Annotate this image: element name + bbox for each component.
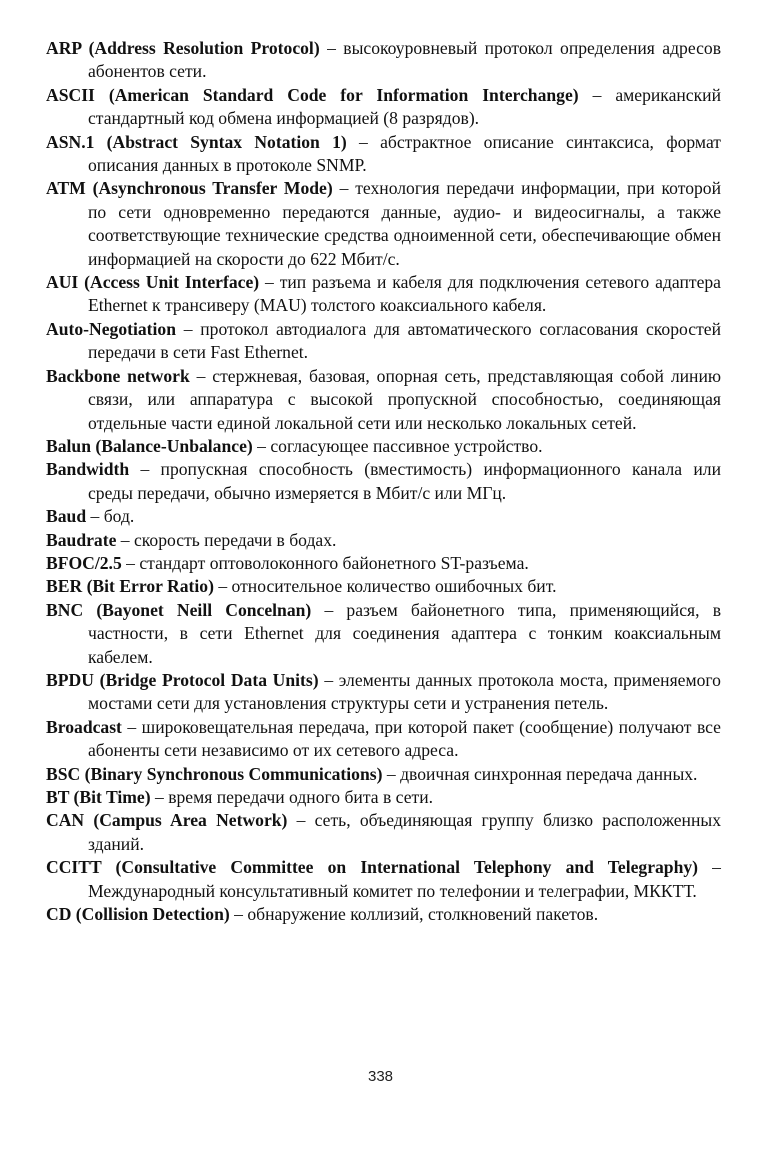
glossary-term: BPDU (Bridge Protocol Data Units)	[46, 669, 319, 690]
glossary-term: Auto-Negotiation	[46, 318, 176, 339]
glossary-definition: – бод.	[86, 506, 135, 527]
glossary-definition: – сеть, объединяющая группу близко расположенных зданий.	[88, 810, 721, 854]
glossary-entry	[46, 505, 721, 528]
glossary-entry	[46, 669, 721, 716]
glossary-definition: – разъем байонетного типа, применяющийся, в частности, в сети Ethernet для соединения адаптера с тонким коаксиальным кабелем.	[88, 599, 722, 667]
glossary-entry	[46, 318, 721, 365]
glossary-entry	[46, 856, 721, 903]
glossary-term: Baud	[46, 506, 87, 527]
glossary-definition: – пропускная способность (вместимость) информационного канала или среды передачи, обычно измеряется в Мбит/с или МГц.	[88, 459, 721, 503]
glossary-term: ASN.1 (Abstract Syntax Notation 1)	[46, 131, 347, 152]
glossary-page	[46, 37, 721, 926]
glossary-term: BER (Bit Error Ratio)	[46, 576, 214, 597]
glossary-entry	[46, 529, 721, 552]
glossary-definition: – относительное количество ошибочных бит.	[213, 576, 557, 597]
glossary-term: BT (Bit Time)	[46, 787, 151, 807]
glossary-definition: – протокол автодиалога для автоматического согласования скоростей передачи в сети Fast Ethernet.	[88, 318, 721, 363]
glossary-definition: – элементы данных протокола моста, применяемого мостами сети для установления структуры сети и устранения петель.	[88, 669, 721, 714]
glossary-term: Broadcast	[46, 716, 122, 737]
glossary-entry	[46, 131, 721, 178]
glossary-entry	[46, 599, 721, 669]
glossary-entry	[46, 177, 721, 271]
glossary-term: CCITT (Consultative Committee on International Telephony and Telegraphy)	[46, 857, 699, 878]
glossary-term: CAN (Campus Area Network)	[46, 810, 288, 831]
glossary-definition: – скорость передачи в бодах.	[116, 529, 337, 550]
glossary-term: AUI (Access Unit Interface)	[46, 272, 260, 293]
glossary-term: BFOC/2.5	[46, 552, 122, 573]
glossary-term: ARP (Address Resolution Protocol)	[46, 38, 320, 58]
glossary-entry	[46, 365, 721, 435]
glossary-term: Bandwidth	[46, 459, 130, 480]
glossary-definition: – Международный консультативный комитет по телефонии и телеграфии, МККТТ.	[88, 857, 721, 901]
glossary-definition: – тип разъема и кабеля для подключения сетевого адаптера Ethernet к трансиверу (MAU) толстого коаксиального кабеля.	[88, 272, 721, 316]
page-number: 338	[367, 1068, 394, 1085]
glossary-definition: – широковещательная передача, при которой пакет (сообщение) получают все абоненты сети независимо от их сетевого адреса.	[88, 716, 721, 761]
glossary-term: ATM (Asynchronous Transfer Mode)	[46, 178, 333, 199]
glossary-definition: – высокоуровневый протокол определения адресов абонентов сети.	[88, 38, 722, 82]
glossary-definition: – время передачи одного бита в сети.	[150, 787, 434, 807]
glossary-definition: – технология передачи информации, при которой по сети одновременно передаются данные, аудио- и видеосигналы, а также соответствующие технические средства одноименной сети, обеспечивающие обмен информацией на скорости до 622 Мбит/с.	[88, 178, 721, 269]
glossary-entry	[46, 435, 721, 458]
glossary-term: CD (Collision Detection)	[46, 904, 230, 925]
glossary-term: BNC (Bayonet Neill Concelnan)	[46, 599, 312, 620]
glossary-term: Balun (Balance-Unbalance)	[46, 435, 253, 456]
glossary-entry	[46, 84, 721, 131]
glossary-entry	[46, 786, 721, 809]
glossary-entry	[46, 271, 721, 318]
glossary-entry	[46, 458, 721, 505]
glossary-entry	[46, 552, 721, 575]
glossary-entry	[46, 37, 721, 84]
glossary-term: Baudrate	[46, 529, 117, 550]
glossary-definition: – двоичная синхронная передача данных.	[382, 763, 698, 784]
glossary-term: ASCII (American Standard Code for Information Interchange)	[46, 84, 579, 105]
glossary-entry	[46, 716, 721, 763]
glossary-definition: – американский стандартный код обмена информацией (8 разрядов).	[88, 84, 721, 129]
glossary-entry	[46, 903, 721, 926]
glossary-definition: – согласующее пассивное устройство.	[252, 435, 543, 456]
glossary-entry	[46, 575, 721, 598]
glossary-definition: – абстрактное описание синтаксиса, формат описания данных в протоколе SNMP.	[88, 131, 721, 176]
glossary-term: Backbone network	[46, 365, 190, 386]
glossary-entry	[46, 809, 721, 856]
glossary-term: BSC (Binary Synchronous Communications)	[46, 763, 383, 784]
glossary-entry	[46, 763, 721, 786]
glossary-definition: – стержневая, базовая, опорная сеть, представляющая собой линию связи, или аппаратура с высокой пропускной способностью, соединяющая отдельные части единой локальной сети или несколько локальных сетей.	[88, 365, 721, 433]
glossary-definition: – обнаружение коллизий, столкновений пакетов.	[229, 904, 599, 925]
glossary-definition: – стандарт оптоволоконного байонетного ST-разъема.	[121, 552, 529, 573]
